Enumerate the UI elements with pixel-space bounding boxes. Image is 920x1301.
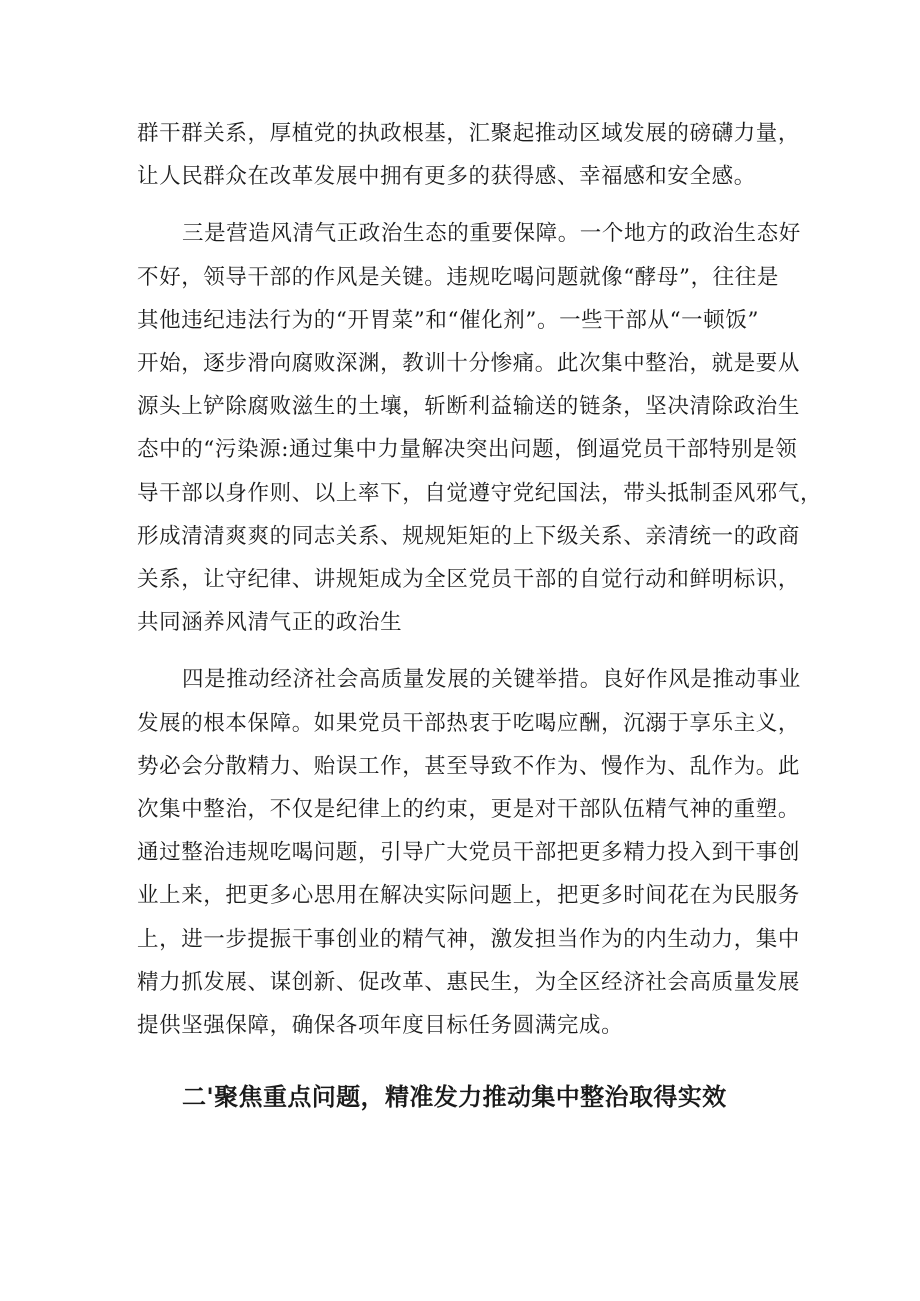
text-line: 共同涵养风清气正的政治生	[137, 610, 403, 636]
paragraph-point-four	[137, 658, 801, 1047]
text-line: 四是推动经济社会高质量发展的关键举措。良好作风是推动事业	[182, 667, 801, 693]
paragraph-point-three	[137, 212, 823, 644]
text-line: 关系，让守纪律、讲规矩成为全区党员干部的自觉行动和鲜明标识，	[137, 567, 801, 593]
text-line: 势必会分散精力、贻误工作，甚至导致不作为、慢作为、乱作为。此	[137, 753, 801, 779]
text-line: 次集中整治，不仅是纪律上的约束，更是对干部队伍精气神的重塑。	[137, 797, 801, 823]
text-line: 三是营造风清气正政治生态的重要保障。一个地方的政治生态好	[182, 221, 801, 247]
paragraph-continuation	[137, 112, 801, 198]
text-line: 形成清清爽爽的同志关系、规规矩矩的上下级关系、亲清统一的政商	[137, 523, 801, 549]
text-line: 源头上铲除腐败滋生的土壤，斩断利益输送的链条，坚决清除政治生	[137, 394, 801, 420]
document-page	[137, 112, 823, 1112]
text-line: 精力抓发展、谋创新、促改革、惠民生，为全区经济社会高质量发展	[137, 969, 801, 995]
text-line: 导干部以身作则、以上率下，自觉遵守党纪国法，带头抵制歪风邪气，	[137, 480, 823, 506]
text-line: 让人民群众在改革发展中拥有更多的获得感、幸福感和安全感。	[137, 164, 756, 190]
text-line: 发展的根本保障。如果党员干部热衷于吃喝应酬，沉溺于享乐主义，	[137, 710, 801, 736]
text-line: 不好，领导干部的作风是关键。违规吃喝问题就像“酵母”，往往是	[137, 264, 779, 290]
text-line: 通过整治违规吃喝问题，引导广大党员干部把更多精力投入到干事创	[137, 840, 801, 866]
text-line: 提供坚强保障，确保各项年度目标任务圆满完成。	[137, 1013, 624, 1039]
text-line: 开始，逐步滑向腐败深渊，教训十分惨痛。此次集中整治，就是要从	[137, 351, 801, 377]
text-line: 上，进一步提振干事创业的精气神，激发担当作为的内生动力，集中	[137, 926, 801, 952]
text-line: 态中的“污染源:通过集中力量解决突出问题，倒逼党员干部特别是领	[137, 437, 798, 463]
text-line: 其他违纪违法行为的“开胃菜”和“催化剂”。一些干部从“一顿饭”	[137, 307, 760, 333]
text-line: 业上来，把更多心思用在解决实际问题上，把更多时间花在为民服务	[137, 883, 801, 909]
section-heading: 二'聚焦重点问题，精准发力推动集中整治取得实效	[182, 1083, 727, 1112]
text-line: 群干群关系，厚植党的执政根基，汇聚起推动区域发展的磅礴力量，	[137, 121, 801, 146]
